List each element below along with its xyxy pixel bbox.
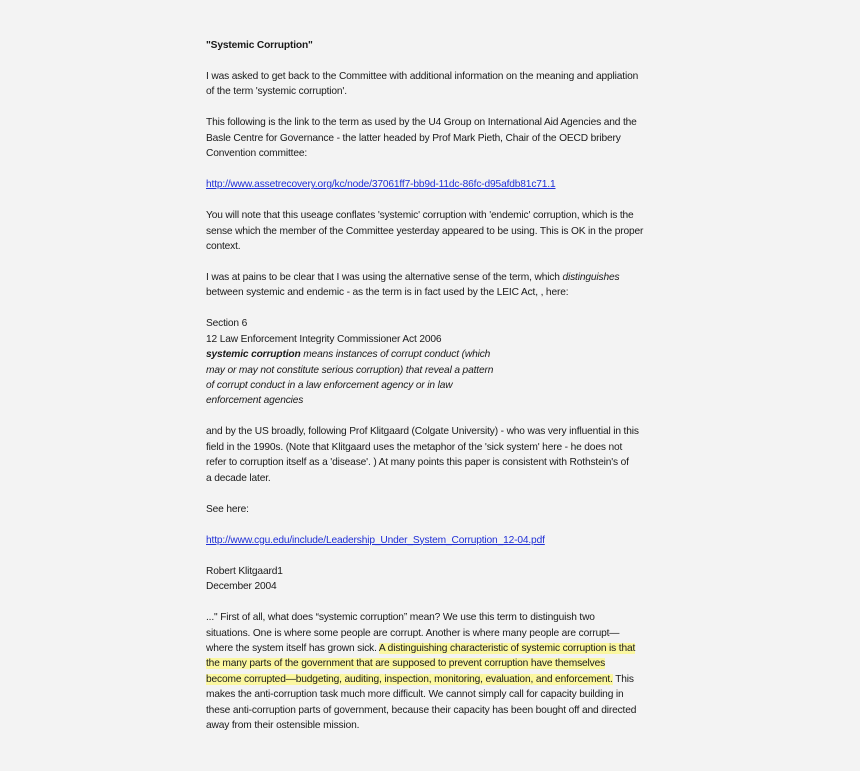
text-line: This following is the link to the term as used by the U4 Group on International Aid Agencies and the: [206, 117, 637, 129]
text-line: [206, 270, 666, 285]
text-segment: I was at pains to be clear that I was using the alternative sense of the term, which: [206, 272, 563, 284]
citation-date: December 2004: [206, 581, 277, 593]
paragraph-u4-link-intro: [206, 115, 666, 161]
defined-term: systemic corruption: [206, 349, 301, 361]
citation: [206, 564, 666, 595]
definition-line: enforcement agencies: [206, 395, 304, 407]
text-line: Convention committee:: [206, 148, 308, 160]
text-line: I was asked to get back to the Committee with additional information on the meaning and appliation: [206, 71, 639, 82]
text-line: sense which the member of the Committee yesterday appeared to be using. This is OK in the proper: [206, 225, 644, 237]
text-line: a decade later.: [206, 472, 271, 484]
quote-line: makes the anti-corruption task much more difficult. We cannot simply call for capacity building in: [206, 689, 624, 701]
quote-line: [206, 672, 666, 687]
klitgaard-quote: [206, 610, 666, 733]
quote-line: away from their ostensible mission.: [206, 719, 360, 731]
paragraph-alternative-sense: [206, 270, 666, 301]
quote-line: these anti-corruption parts of government, because their capacity has been bought off and directed: [206, 704, 637, 716]
definition-text: means instances of corrupt conduct (which: [300, 349, 491, 361]
definition-line: may or may not constitute serious corruption) that reveal a pattern: [206, 364, 494, 376]
act-title: 12 Law Enforcement Integrity Commissioner Act 2006: [206, 333, 442, 345]
text-line: field in the 1990s. (Note that Klitgaard uses the metaphor of the 'sick system' here - he does not: [206, 441, 623, 453]
text-line: context.: [206, 241, 241, 253]
author-name: Robert Klitgaard1: [206, 565, 283, 577]
definition-line: [206, 347, 666, 362]
quote-line: ..." First of all, what does “systemic corruption” mean? We use this term to distinguish two: [206, 612, 595, 624]
text-line: You will note that this useage conflates 'systemic' corruption with 'endemic' corruption, which is the: [206, 210, 634, 222]
definition-line: of corrupt conduct in a law enforcement agency or in law: [206, 380, 453, 392]
highlighted-text: become corrupted—budgeting, auditing, inspection, monitoring, evaluation, and enforcement.: [206, 673, 613, 685]
text-line: refer to corruption itself as a 'disease'. ) At many points this paper is consistent with Rothstein's of: [206, 457, 629, 469]
quote-text: where the system itself has grown sick.: [206, 642, 379, 654]
document-page: [206, 38, 666, 733]
paragraph-useage: [206, 208, 666, 254]
quote-text: This: [612, 673, 634, 685]
paragraph-request: [206, 69, 666, 100]
document-title: "Systemic Corruption": [206, 40, 313, 51]
quote-line: [206, 656, 666, 671]
text-line: between systemic and endemic - as the term is in fact used by the LEIC Act, , here:: [206, 287, 569, 299]
paragraph-klitgaard: [206, 424, 666, 486]
quote-line: [206, 641, 666, 656]
cgu-paper-link[interactable]: http://www.cgu.edu/include/Leadership_Under_System_Corruption_12-04.pdf: [206, 534, 545, 546]
text-line: and by the US broadly, following Prof Klitgaard (Colgate University) - who was very influential in this: [206, 426, 639, 438]
text-line: of the term 'systemic corruption'.: [206, 86, 347, 98]
quote-line: situations. One is where some people are corrupt. Another is where many people are corrupt—: [206, 627, 620, 639]
section-heading: Section 6: [206, 318, 248, 330]
text-line: Basle Centre for Governance - the latter headed by Prof Mark Pieth, Chair of the OECD bribery: [206, 132, 621, 144]
see-here-text: See here:: [206, 503, 249, 515]
assetrecovery-link[interactable]: http://www.assetrecovery.org/kc/node/37061ff7-bb9d-11dc-86fc-d95afdb81c71.1: [206, 179, 556, 191]
section-quote: [206, 316, 666, 408]
highlighted-text: A distinguishing characteristic of systemic corruption is that: [378, 642, 636, 654]
highlighted-text: the many parts of the government that are supposed to prevent corruption have themselves: [206, 658, 606, 670]
italic-text: distinguishes: [562, 272, 620, 284]
